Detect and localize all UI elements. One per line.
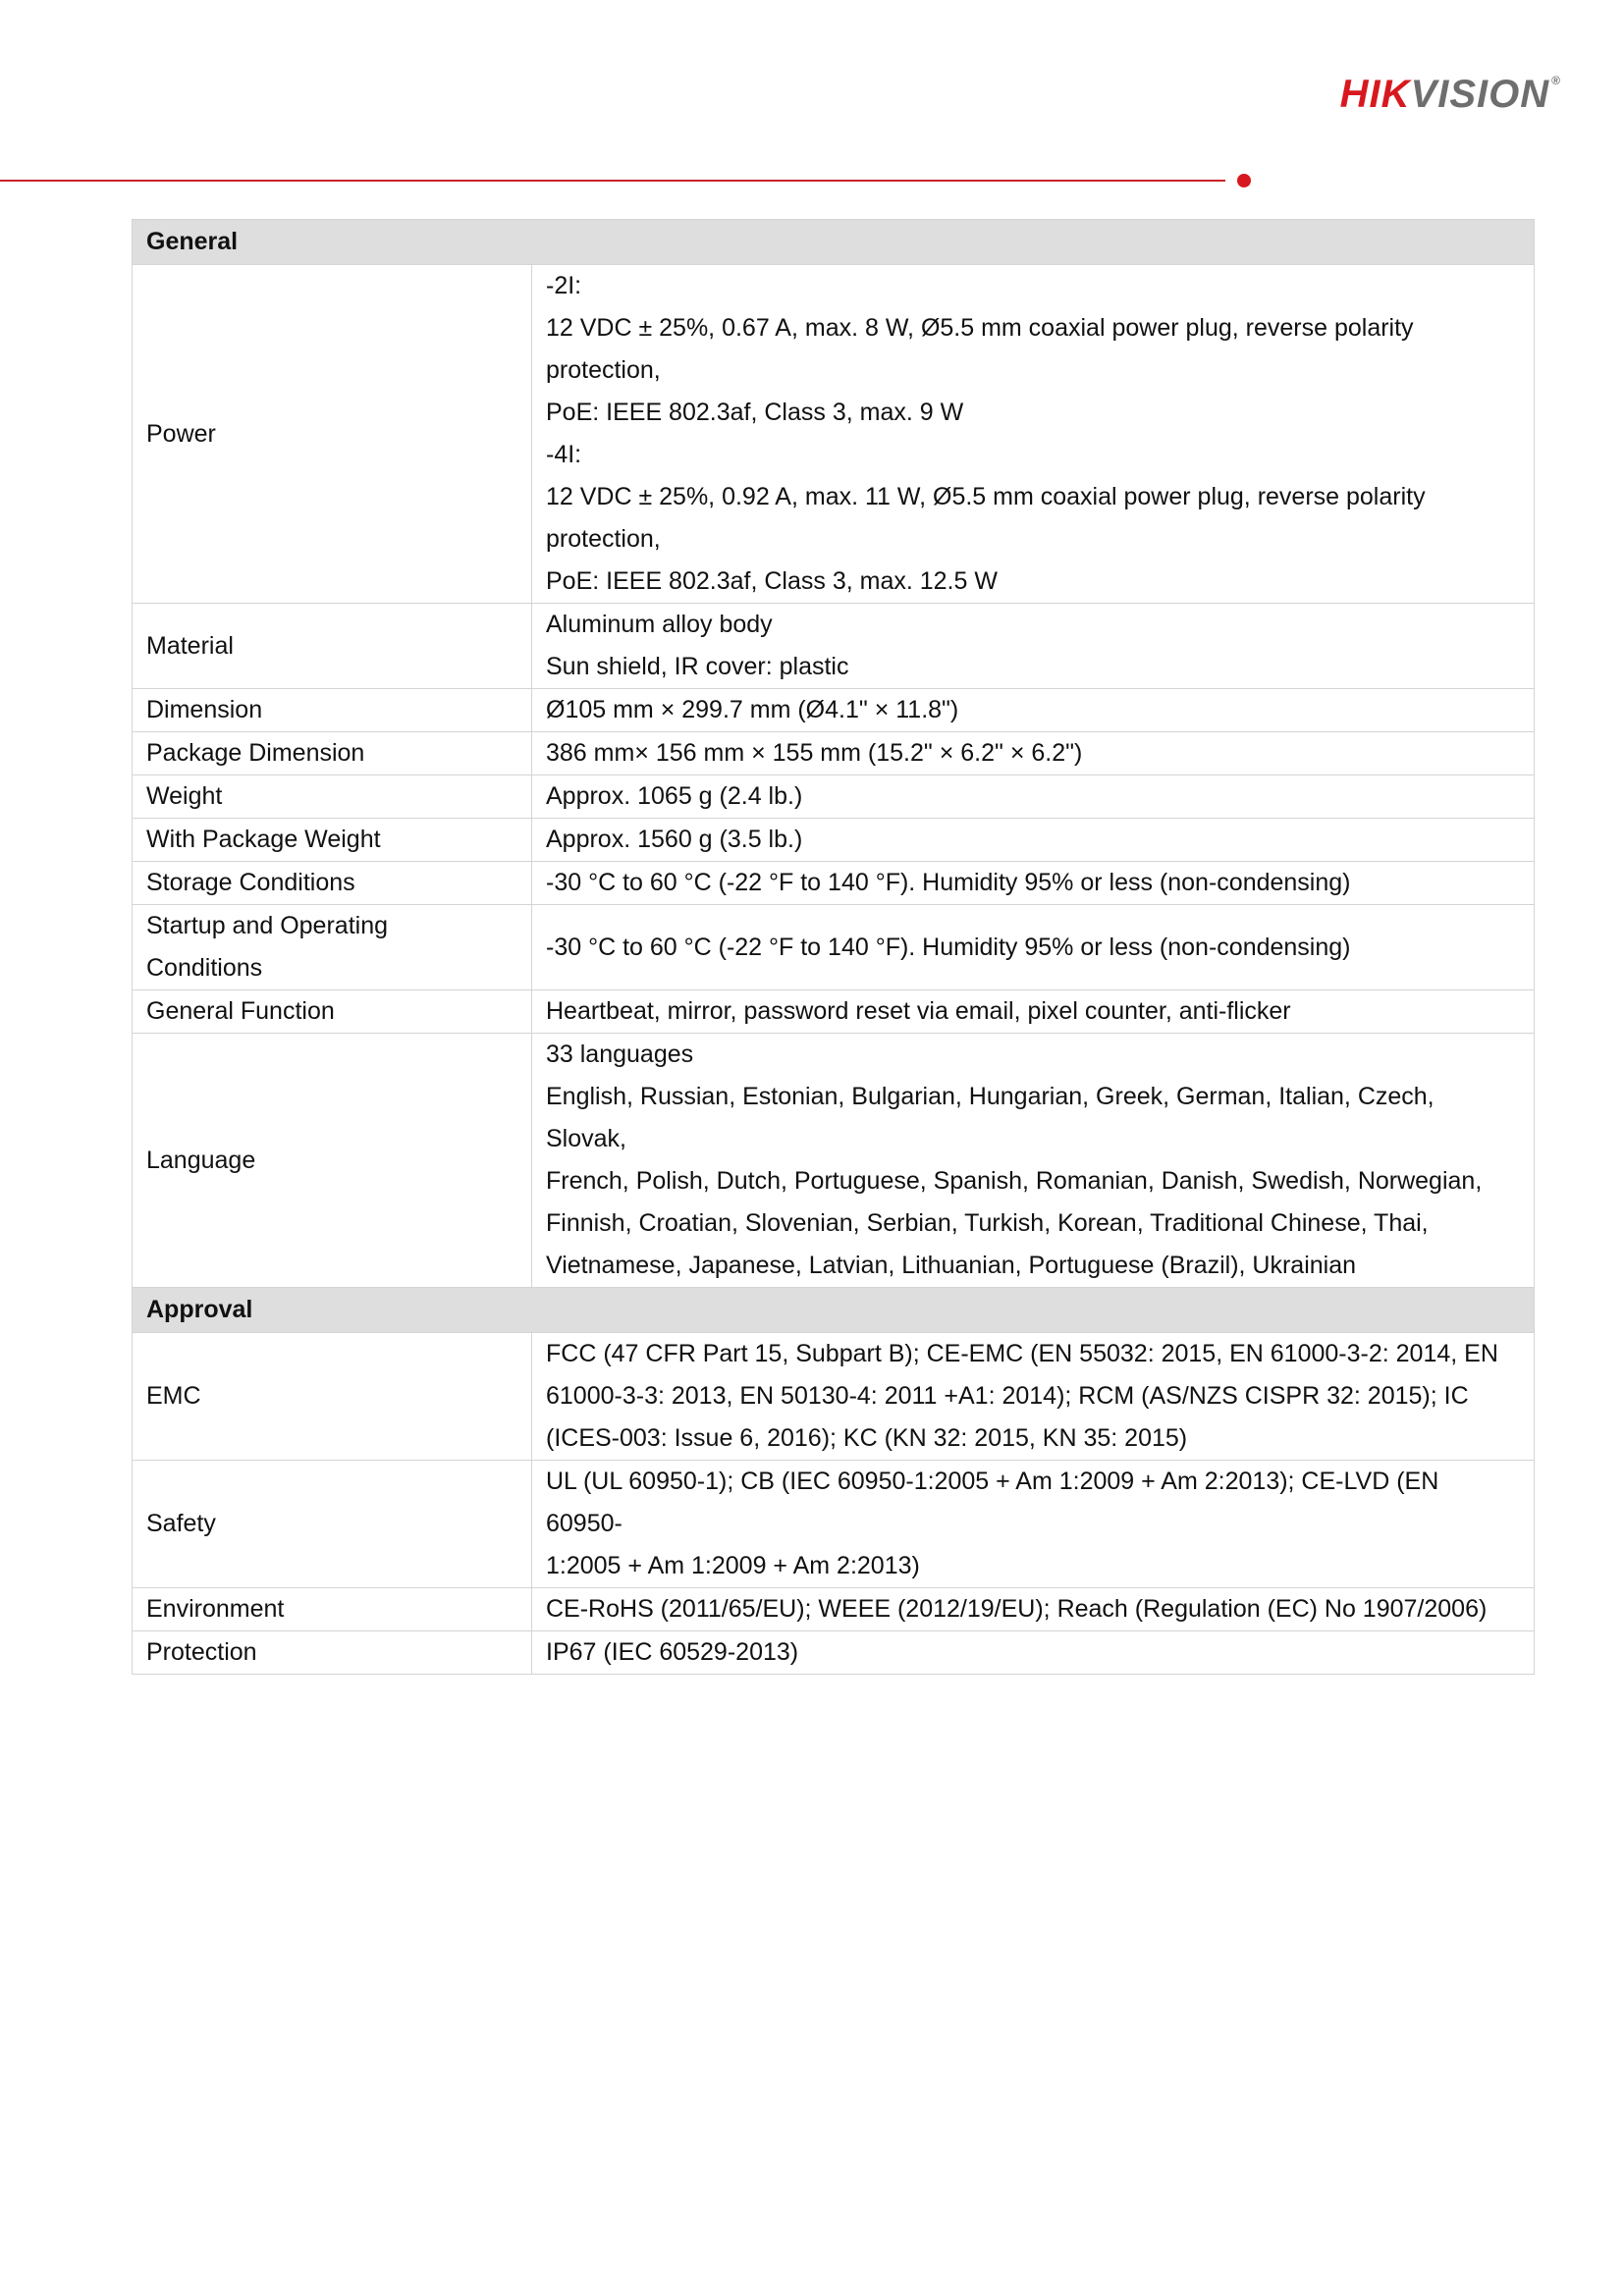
spec-label: Environment — [133, 1588, 532, 1631]
spec-value: -30 °C to 60 °C (-22 °F to 140 °F). Humidity 95% or less (non-condensing) — [532, 905, 1535, 990]
spec-label-line: Startup and Operating — [146, 912, 388, 939]
spec-value-line: (ICES-003: Issue 6, 2016); KC (KN 32: 2015, KN 35: 2015) — [546, 1424, 1188, 1452]
spec-value: IP67 (IEC 60529-2013) — [532, 1631, 1535, 1675]
spec-row-protection — [133, 1631, 1535, 1675]
spec-row-material — [133, 604, 1535, 689]
spec-value: CE-RoHS (2011/65/EU); WEEE (2012/19/EU); Reach (Regulation (EC) No 1907/2006) — [532, 1588, 1535, 1631]
hikvision-logo — [1340, 75, 1561, 114]
spec-value-line: PoE: IEEE 802.3af, Class 3, max. 9 W — [546, 399, 964, 426]
spec-row-package-dimension — [133, 732, 1535, 775]
spec-row-dimension — [133, 689, 1535, 732]
spec-label: Dimension — [133, 689, 532, 732]
spec-value-line: -4I: — [546, 441, 582, 468]
spec-row-storage-conditions — [133, 862, 1535, 905]
spec-row-environment — [133, 1588, 1535, 1631]
spec-value-line: -2I: — [546, 272, 582, 299]
spec-value-line: FCC (47 CFR Part 15, Subpart B); CE-EMC (EN 55032: 2015, EN 61000-3-2: 2014, EN — [546, 1340, 1498, 1367]
spec-value: Ø105 mm × 299.7 mm (Ø4.1" × 11.8") — [532, 689, 1535, 732]
logo-primary-text: HIK — [1339, 73, 1411, 116]
spec-row-startup-operating-conditions — [133, 905, 1535, 990]
spec-value-line: 12 VDC ± 25%, 0.67 A, max. 8 W, Ø5.5 mm coaxial power plug, reverse polarity — [546, 314, 1414, 342]
spec-label: Material — [133, 604, 532, 689]
spec-label: Safety — [133, 1461, 532, 1588]
spec-label: Weight — [133, 775, 532, 819]
spec-value-line: Finnish, Croatian, Slovenian, Serbian, Turkish, Korean, Traditional Chinese, Thai, — [546, 1209, 1429, 1237]
spec-value-line: 1:2005 + Am 1:2009 + Am 2:2013) — [546, 1552, 920, 1579]
spec-row-general-function — [133, 990, 1535, 1034]
spec-value-line: Aluminum alloy body — [546, 611, 773, 638]
spec-value: -30 °C to 60 °C (-22 °F to 140 °F). Humidity 95% or less (non-condensing) — [532, 862, 1535, 905]
spec-value-line: PoE: IEEE 802.3af, Class 3, max. 12.5 W — [546, 567, 998, 595]
spec-row-language — [133, 1034, 1535, 1288]
spec-value-line: protection, — [546, 525, 661, 553]
specification-table — [132, 219, 1535, 1675]
spec-label: Protection — [133, 1631, 532, 1675]
spec-label: Package Dimension — [133, 732, 532, 775]
spec-value — [532, 1333, 1535, 1461]
spec-value: Approx. 1560 g (3.5 lb.) — [532, 819, 1535, 862]
header-divider-dot — [1237, 174, 1251, 187]
spec-value-line: Sun shield, IR cover: plastic — [546, 653, 849, 680]
spec-label: Storage Conditions — [133, 862, 532, 905]
spec-row-with-package-weight — [133, 819, 1535, 862]
spec-label: General Function — [133, 990, 532, 1034]
spec-label: Language — [133, 1034, 532, 1288]
spec-row-power — [133, 265, 1535, 604]
spec-value-line: 61000-3-3: 2013, EN 50130-4: 2011 +A1: 2014); RCM (AS/NZS CISPR 32: 2015); IC — [546, 1382, 1469, 1410]
spec-label — [133, 905, 532, 990]
spec-value-line: English, Russian, Estonian, Bulgarian, Hungarian, Greek, German, Italian, Czech, Slovak, — [546, 1083, 1435, 1152]
logo-secondary-text: VISION — [1410, 73, 1550, 116]
spec-row-safety — [133, 1461, 1535, 1588]
spec-value-line: Vietnamese, Japanese, Latvian, Lithuanian, Portuguese (Brazil), Ukrainian — [546, 1252, 1357, 1279]
section-title: General — [133, 220, 1535, 265]
spec-value: 386 mm× 156 mm × 155 mm (15.2" × 6.2" × 6.2") — [532, 732, 1535, 775]
spec-value-line: 33 languages — [546, 1041, 694, 1068]
spec-value — [532, 265, 1535, 604]
spec-label-line: Conditions — [146, 954, 263, 982]
spec-value-line: French, Polish, Dutch, Portuguese, Spanish, Romanian, Danish, Swedish, Norwegian, — [546, 1167, 1483, 1195]
section-header-general — [133, 220, 1535, 265]
section-title: Approval — [133, 1288, 1535, 1333]
spec-value: Heartbeat, mirror, password reset via email, pixel counter, anti-flicker — [532, 990, 1535, 1034]
spec-label: EMC — [133, 1333, 532, 1461]
spec-value-line: 12 VDC ± 25%, 0.92 A, max. 11 W, Ø5.5 mm coaxial power plug, reverse polarity — [546, 483, 1426, 510]
spec-value — [532, 604, 1535, 689]
spec-value-line: protection, — [546, 356, 661, 384]
spec-row-weight — [133, 775, 1535, 819]
spec-label: Power — [133, 265, 532, 604]
header-divider — [0, 180, 1225, 182]
spec-value — [532, 1461, 1535, 1588]
spec-row-emc — [133, 1333, 1535, 1461]
spec-value-line: UL (UL 60950-1); CB (IEC 60950-1:2005 + Am 1:2009 + Am 2:2013); CE-LVD (EN 60950- — [546, 1468, 1439, 1537]
section-header-approval — [133, 1288, 1535, 1333]
spec-value — [532, 1034, 1535, 1288]
spec-label: With Package Weight — [133, 819, 532, 862]
registered-mark: ® — [1551, 74, 1561, 87]
spec-value: Approx. 1065 g (2.4 lb.) — [532, 775, 1535, 819]
